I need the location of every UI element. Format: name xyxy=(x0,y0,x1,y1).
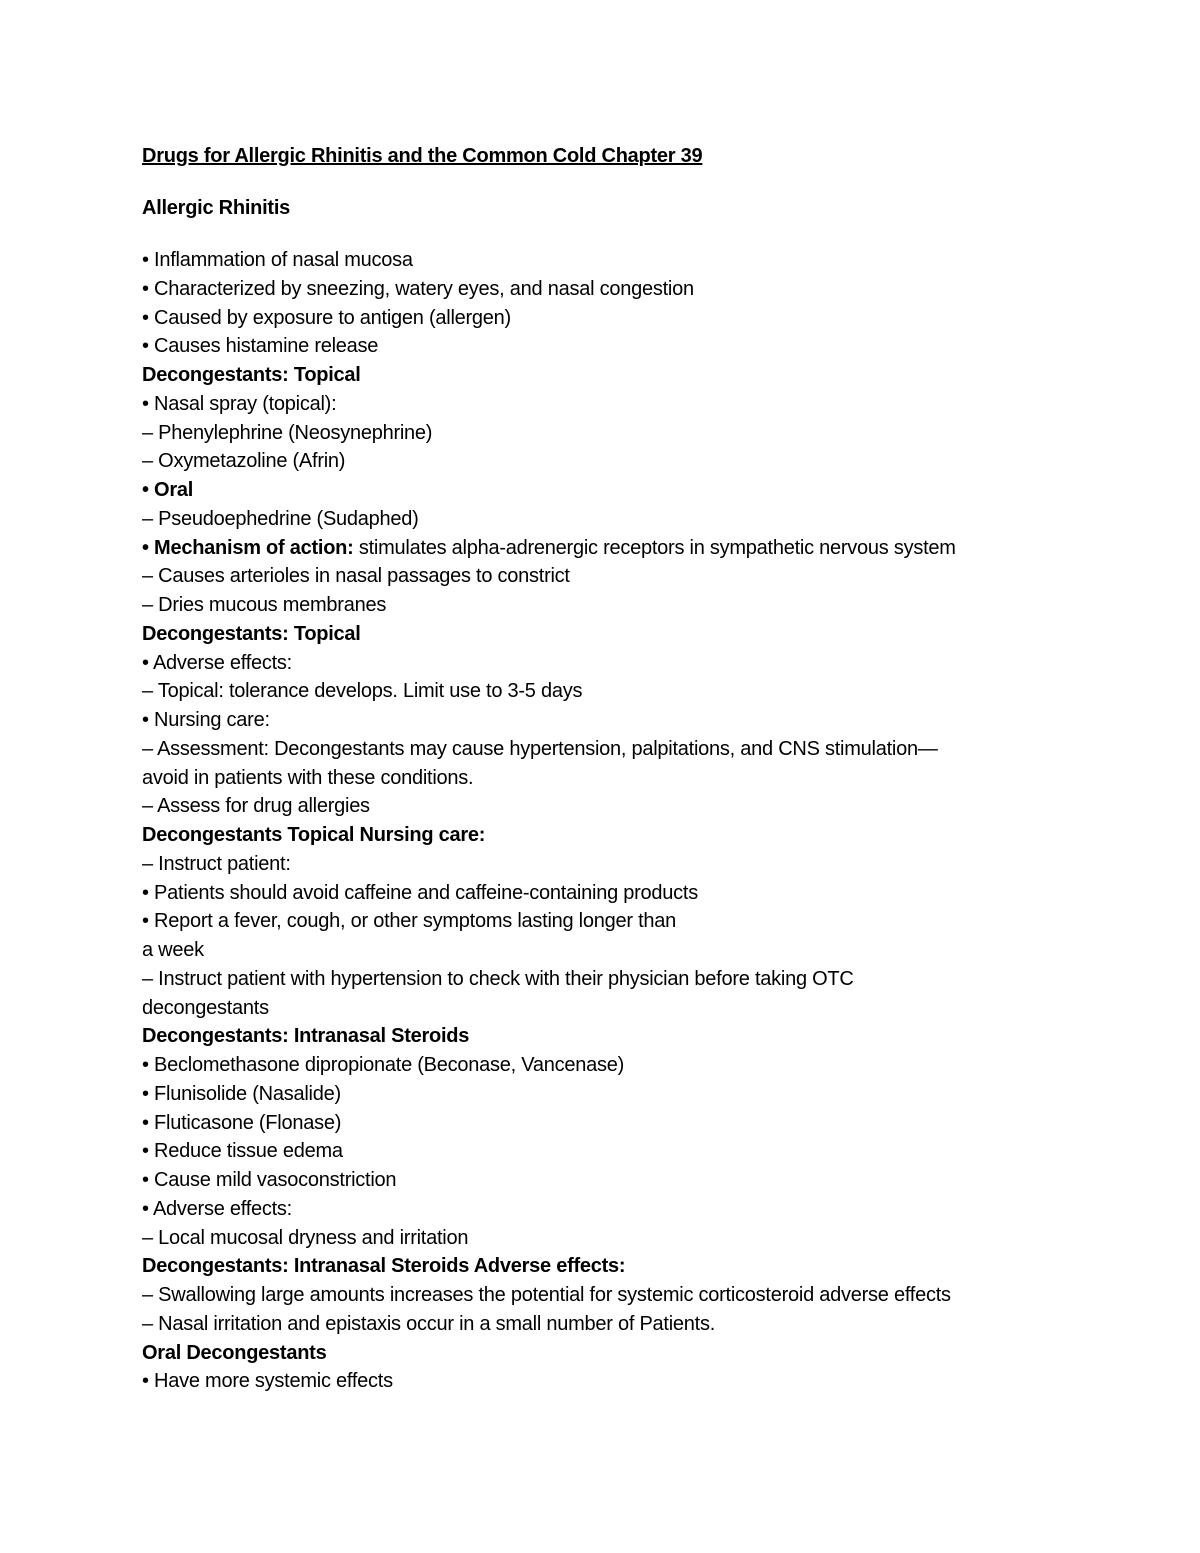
line-text: • Patients should avoid caffeine and caffeine-containing products xyxy=(142,881,698,904)
line-text: – Assess for drug allergies xyxy=(142,795,370,818)
line-text: Decongestants: Topical xyxy=(142,622,361,645)
text-line xyxy=(142,965,1142,994)
subheading-line xyxy=(142,1022,1142,1051)
line-text: – Nasal irritation and epistaxis occur in a small number of Patients. xyxy=(142,1312,716,1335)
text-line xyxy=(142,1195,1142,1224)
text-line xyxy=(142,1080,1142,1109)
line-text: a week xyxy=(142,939,204,961)
text-line xyxy=(142,764,1142,793)
line-text: • Report a fever, cough, or other symptoms lasting longer than xyxy=(142,910,677,933)
line-text: Decongestants: Topical xyxy=(142,364,361,386)
document-title: Drugs for Allergic Rhinitis and the Common Cold Chapter 39 xyxy=(142,145,703,167)
text-line xyxy=(142,735,1142,764)
line-text: • Have more systemic effects xyxy=(142,1370,393,1393)
text-line xyxy=(142,850,1142,879)
line-text: – Phenylephrine (Neosynephrine) xyxy=(142,421,433,444)
line-text: – Topical: tolerance develops. Limit use to 3-5 days xyxy=(142,680,583,703)
line-text: • Flunisolide (Nasalide) xyxy=(142,1082,341,1105)
subheading-line xyxy=(142,821,1142,850)
line-text: • Characterized by sneezing, watery eyes, and nasal congestion xyxy=(142,277,694,300)
subheading-line xyxy=(142,1252,1142,1281)
line-text: • Beclomethasone dipropionate (Beconase, Vancenase) xyxy=(142,1054,624,1076)
line-text: – Local mucosal dryness and irritation xyxy=(142,1226,469,1249)
subheading-line xyxy=(142,1339,1142,1368)
subheading-line xyxy=(142,620,1142,649)
line-text: • Cause mild vasoconstriction xyxy=(142,1169,397,1191)
text-line xyxy=(142,706,1142,735)
section-heading: Allergic Rhinitis xyxy=(142,197,290,219)
line-text: – Oxymetazoline (Afrin) xyxy=(142,450,346,473)
line-text: • Fluticasone (Flonase) xyxy=(142,1111,342,1134)
document-body xyxy=(142,246,1142,1396)
line-text: • Adverse effects: xyxy=(142,651,292,674)
line-text: – Dries mucous membranes xyxy=(142,594,387,616)
line-text: decongestants xyxy=(142,996,269,1019)
line-text: – Pseudoephedrine (Sudaphed) xyxy=(142,507,419,530)
line-text: • Causes histamine release xyxy=(142,335,379,358)
text-line xyxy=(142,304,1142,333)
document-page xyxy=(142,142,1142,1396)
line-text: Decongestants Topical Nursing care: xyxy=(142,824,486,846)
line-text: – Instruct patient: xyxy=(142,852,291,875)
text-line xyxy=(142,447,1142,476)
line-text: Decongestants: Intranasal Steroids xyxy=(142,1025,470,1048)
line-text: Decongestants: Intranasal Steroids Adverse effects: xyxy=(142,1255,626,1278)
text-line xyxy=(142,390,1142,419)
line-text: avoid in patients with these conditions. xyxy=(142,766,474,789)
text-line xyxy=(142,534,1142,563)
line-text: • Inflammation of nasal mucosa xyxy=(142,249,413,271)
line-text: • Nursing care: xyxy=(142,709,270,731)
line-text: – Instruct patient with hypertension to check with their physician before taking OTC xyxy=(142,967,854,990)
text-line xyxy=(142,505,1142,534)
line-text: Oral Decongestants xyxy=(142,1341,327,1364)
text-line xyxy=(142,792,1142,821)
text-line xyxy=(142,1166,1142,1195)
text-line xyxy=(142,419,1142,448)
line-text: • Reduce tissue edema xyxy=(142,1140,343,1163)
text-line xyxy=(142,907,1142,936)
line-text: stimulates alpha-adrenergic receptors in sympathetic nervous system xyxy=(353,536,956,559)
line-text: • Caused by exposure to antigen (allergen) xyxy=(142,306,511,329)
text-line xyxy=(142,677,1142,706)
text-line xyxy=(142,562,1142,591)
text-line xyxy=(142,879,1142,908)
text-line xyxy=(142,994,1142,1023)
line-text: • Adverse effects: xyxy=(142,1197,292,1220)
line-text: • Oral xyxy=(142,479,194,501)
text-line xyxy=(142,1137,1142,1166)
text-line xyxy=(142,1310,1142,1339)
line-text: – Causes arterioles in nasal passages to constrict xyxy=(142,565,570,588)
subheading-line xyxy=(142,361,1142,390)
text-line xyxy=(142,246,1142,275)
line-text: – Assessment: Decongestants may cause hypertension, palpitations, and CNS stimulation— xyxy=(142,737,938,760)
subheading-line xyxy=(142,476,1142,505)
text-line xyxy=(142,1224,1142,1253)
text-line xyxy=(142,275,1142,304)
line-bold-label: • Mechanism of action: xyxy=(142,536,354,559)
text-line xyxy=(142,332,1142,361)
text-line xyxy=(142,1281,1142,1310)
line-text: • Nasal spray (topical): xyxy=(142,392,337,415)
text-line xyxy=(142,649,1142,678)
text-line xyxy=(142,1051,1142,1080)
text-line xyxy=(142,1109,1142,1138)
text-line xyxy=(142,936,1142,965)
text-line xyxy=(142,1367,1142,1396)
text-line xyxy=(142,591,1142,620)
line-text: – Swallowing large amounts increases the potential for systemic corticosteroid adverse effects xyxy=(142,1284,951,1306)
